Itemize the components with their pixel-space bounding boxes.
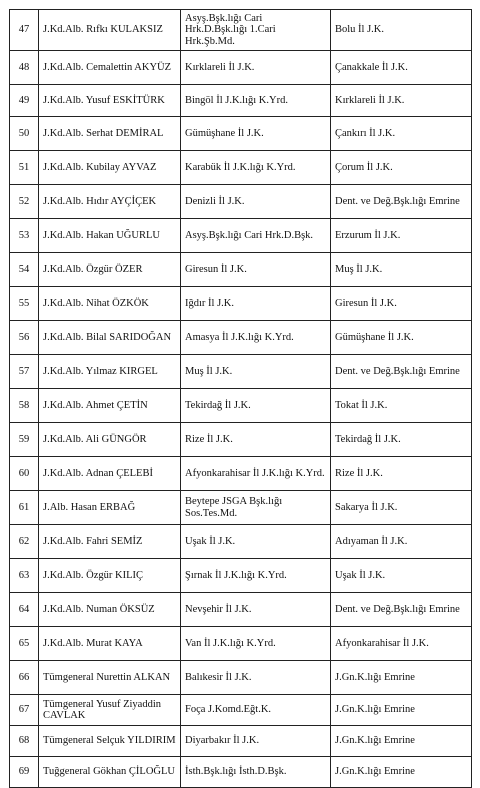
row-number: 67: [10, 695, 39, 726]
table-row: [10, 117, 472, 151]
current-post: Muş İl J.K.: [181, 355, 331, 389]
row-number: 64: [10, 593, 39, 627]
row-number: 65: [10, 627, 39, 661]
current-post: Afyonkarahisar İl J.K.lığı K.Yrd.: [181, 457, 331, 491]
new-post: Erzurum İl J.K.: [331, 219, 472, 253]
current-post: Diyarbakır İl J.K.: [181, 726, 331, 757]
current-post: Iğdır İl J.K.: [181, 287, 331, 321]
current-post: Gümüşhane İl J.K.: [181, 117, 331, 151]
person-name: J.Kd.Alb. Cemalettin AKYÜZ: [39, 51, 181, 85]
row-number: 69: [10, 757, 39, 788]
row-number: 48: [10, 51, 39, 85]
new-post: Çanakkale İl J.K.: [331, 51, 472, 85]
person-name: J.Kd.Alb. Kubilay AYVAZ: [39, 151, 181, 185]
row-number: 63: [10, 559, 39, 593]
new-post: Çankırı İl J.K.: [331, 117, 472, 151]
row-number: 57: [10, 355, 39, 389]
person-name: J.Kd.Alb. Numan ÖKSÜZ: [39, 593, 181, 627]
table-row: [10, 287, 472, 321]
row-number: 53: [10, 219, 39, 253]
person-name: J.Kd.Alb. Nihat ÖZKÖK: [39, 287, 181, 321]
new-post: Rize İl J.K.: [331, 457, 472, 491]
row-number: 55: [10, 287, 39, 321]
table-row: [10, 457, 472, 491]
person-name: Tümgeneral Yusuf Ziyaddin CAVLAK: [39, 695, 181, 726]
current-post: Denizli İl J.K.: [181, 185, 331, 219]
person-name: Tümgeneral Selçuk YILDIRIM: [39, 726, 181, 757]
person-name: J.Kd.Alb. Özgür KILIÇ: [39, 559, 181, 593]
row-number: 54: [10, 253, 39, 287]
new-post: J.Gn.K.lığı Emrine: [331, 695, 472, 726]
row-number: 60: [10, 457, 39, 491]
current-post: Şırnak İl J.K.lığı K.Yrd.: [181, 559, 331, 593]
person-name: J.Kd.Alb. Bilal SARIDOĞAN: [39, 321, 181, 355]
table-row: [10, 253, 472, 287]
current-post: Tekirdağ İl J.K.: [181, 389, 331, 423]
table-row: [10, 321, 472, 355]
new-post: Dent. ve Değ.Bşk.lığı Emrine: [331, 355, 472, 389]
current-post: Bingöl İl J.K.lığı K.Yrd.: [181, 85, 331, 117]
current-post: Asyş.Bşk.lığı Cari Hrk.D.Bşk.lığı 1.Cari Hrk.Şb.Md.: [181, 10, 331, 51]
table-row: [10, 185, 472, 219]
table-row: [10, 695, 472, 726]
row-number: 50: [10, 117, 39, 151]
table-row: [10, 593, 472, 627]
table-row: [10, 757, 472, 788]
table-row: [10, 355, 472, 389]
table-row: [10, 726, 472, 757]
new-post: Dent. ve Değ.Bşk.lığı Emrine: [331, 185, 472, 219]
person-name: Tümgeneral Nurettin ALKAN: [39, 661, 181, 695]
table-row: [10, 559, 472, 593]
new-post: Kırklareli İl J.K.: [331, 85, 472, 117]
row-number: 68: [10, 726, 39, 757]
new-post: Dent. ve Değ.Bşk.lığı Emrine: [331, 593, 472, 627]
person-name: J.Alb. Hasan ERBAĞ: [39, 491, 181, 525]
new-post: Uşak İl J.K.: [331, 559, 472, 593]
table-row: [10, 151, 472, 185]
current-post: Giresun İl J.K.: [181, 253, 331, 287]
table-row: [10, 389, 472, 423]
current-post: Uşak İl J.K.: [181, 525, 331, 559]
current-post: Asyş.Bşk.lığı Cari Hrk.D.Bşk.: [181, 219, 331, 253]
row-number: 52: [10, 185, 39, 219]
new-post: J.Gn.K.lığı Emrine: [331, 757, 472, 788]
row-number: 56: [10, 321, 39, 355]
current-post: İsth.Bşk.lığı İsth.D.Bşk.: [181, 757, 331, 788]
row-number: 66: [10, 661, 39, 695]
current-post: Karabük İl J.K.lığı K.Yrd.: [181, 151, 331, 185]
current-post: Nevşehir İl J.K.: [181, 593, 331, 627]
new-post: Afyonkarahisar İl J.K.: [331, 627, 472, 661]
new-post: Muş İl J.K.: [331, 253, 472, 287]
table-row: [10, 423, 472, 457]
table-row: [10, 51, 472, 85]
row-number: 49: [10, 85, 39, 117]
new-post: J.Gn.K.lığı Emrine: [331, 726, 472, 757]
new-post: Adıyaman İl J.K.: [331, 525, 472, 559]
current-post: Kırklareli İl J.K.: [181, 51, 331, 85]
current-post: Beytepe JSGA Bşk.lığı Sos.Tes.Md.: [181, 491, 331, 525]
person-name: Tuğgeneral Gökhan ÇİLOĞLU: [39, 757, 181, 788]
current-post: Foça J.Komd.Eğt.K.: [181, 695, 331, 726]
new-post: Sakarya İl J.K.: [331, 491, 472, 525]
table-row: [10, 491, 472, 525]
person-name: J.Kd.Alb. Özgür ÖZER: [39, 253, 181, 287]
new-post: Gümüşhane İl J.K.: [331, 321, 472, 355]
new-post: Giresun İl J.K.: [331, 287, 472, 321]
current-post: Rize İl J.K.: [181, 423, 331, 457]
person-name: J.Kd.Alb. Adnan ÇELEBİ: [39, 457, 181, 491]
row-number: 59: [10, 423, 39, 457]
current-post: Balıkesir İl J.K.: [181, 661, 331, 695]
person-name: J.Kd.Alb. Yusuf ESKİTÜRK: [39, 85, 181, 117]
new-post: Tokat İl J.K.: [331, 389, 472, 423]
person-name: J.Kd.Alb. Fahri SEMİZ: [39, 525, 181, 559]
person-name: J.Kd.Alb. Ali GÜNGÖR: [39, 423, 181, 457]
person-name: J.Kd.Alb. Hakan UĞURLU: [39, 219, 181, 253]
table-row: [10, 627, 472, 661]
current-post: Van İl J.K.lığı K.Yrd.: [181, 627, 331, 661]
new-post: J.Gn.K.lığı Emrine: [331, 661, 472, 695]
row-number: 62: [10, 525, 39, 559]
new-post: Çorum İl J.K.: [331, 151, 472, 185]
person-name: J.Kd.Alb. Ahmet ÇETİN: [39, 389, 181, 423]
table-row: [10, 219, 472, 253]
new-post: Tekirdağ İl J.K.: [331, 423, 472, 457]
person-name: J.Kd.Alb. Serhat DEMİRAL: [39, 117, 181, 151]
row-number: 61: [10, 491, 39, 525]
table-row: [10, 85, 472, 117]
row-number: 47: [10, 10, 39, 51]
table-row: [10, 525, 472, 559]
row-number: 51: [10, 151, 39, 185]
person-name: J.Kd.Alb. Rıfkı KULAKSIZ: [39, 10, 181, 51]
new-post: Bolu İl J.K.: [331, 10, 472, 51]
person-name: J.Kd.Alb. Yılmaz KIRGEL: [39, 355, 181, 389]
row-number: 58: [10, 389, 39, 423]
person-name: J.Kd.Alb. Murat KAYA: [39, 627, 181, 661]
person-name: J.Kd.Alb. Hıdır AYÇİÇEK: [39, 185, 181, 219]
table-row: [10, 10, 472, 51]
personnel-table: [9, 9, 472, 788]
table-row: [10, 661, 472, 695]
current-post: Amasya İl J.K.lığı K.Yrd.: [181, 321, 331, 355]
table-body: [10, 10, 472, 788]
